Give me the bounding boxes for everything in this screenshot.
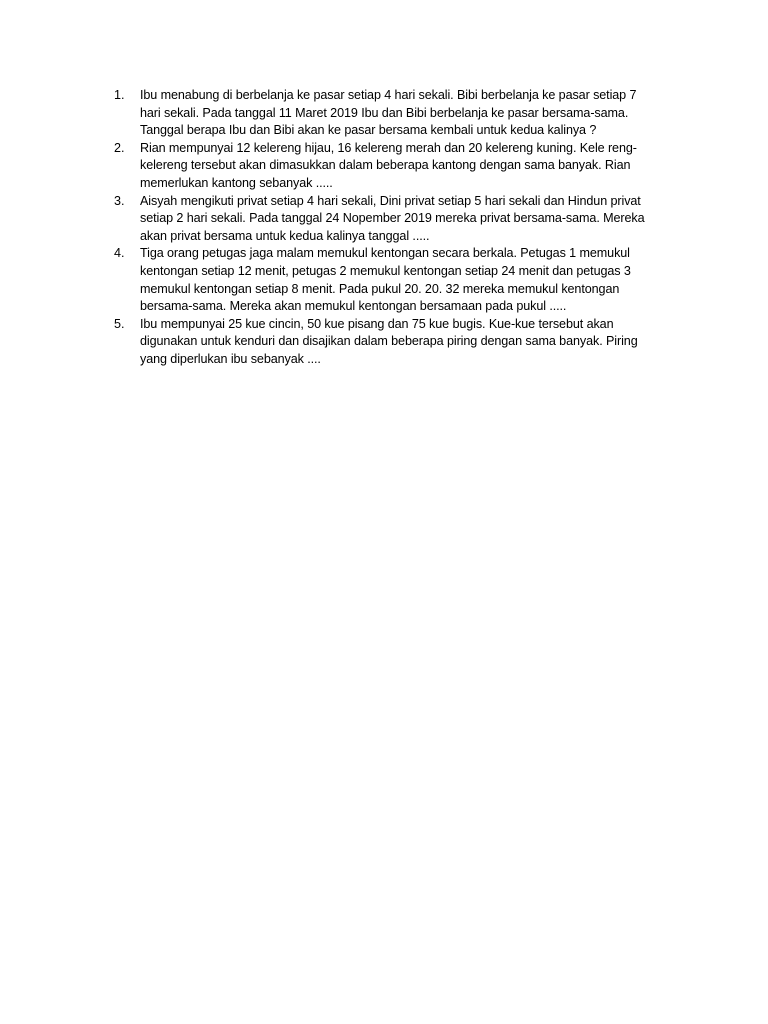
problem-text: Ibu mempunyai 25 kue cincin, 50 kue pisang dan 75 kue bugis. Kue-kue tersebut akan digunakan untuk kenduri dan disajikan dalam beberapa piring dengan sama banyak. Piring yang diperlukan ibu sebanyak .... bbox=[140, 316, 638, 366]
problem-number: 2. bbox=[114, 140, 125, 155]
problem-item-3 bbox=[114, 193, 674, 246]
problem-item-1 bbox=[114, 87, 674, 140]
problem-item-2 bbox=[114, 140, 674, 193]
problem-number: 4. bbox=[114, 246, 125, 261]
problem-text: Rian mempunyai 12 kelereng hijau, 16 kelereng merah dan 20 kelereng kuning. Kele reng- kelereng tersebut akan dimasukkan dalam beberapa kantong dengan sama banyak. Rian memerlukan kantong sebanyak ..... bbox=[140, 140, 637, 190]
problem-number: 3. bbox=[114, 193, 125, 208]
problem-text: Ibu menabung di berbelanja ke pasar setiap 4 hari sekali. Bibi berbelanja ke pasar setiap 7 hari sekali. Pada tanggal 11 Maret 2019 Ibu dan Bibi berbelanja ke pasar bersama-sama. Tanggal berapa Ibu dan Bibi akan ke pasar bersama kembali untuk kedua kalinya ? bbox=[140, 88, 637, 138]
problem-number: 1. bbox=[114, 88, 125, 102]
problem-text: Aisyah mengikuti privat setiap 4 hari sekali, Dini privat setiap 5 hari sekali dan Hindun privat setiap 2 hari sekali. Pada tanggal 24 Nopember 2019 mereka privat bersama-sama. Mereka akan privat bersama untuk kedua kalinya tanggal ..... bbox=[140, 193, 645, 243]
problem-number: 5. bbox=[114, 316, 125, 331]
problem-item-4 bbox=[114, 245, 674, 315]
problem-list bbox=[114, 87, 674, 369]
problem-text: Tiga orang petugas jaga malam memukul kentongan secara berkala. Petugas 1 memukul kentongan setiap 12 menit, petugas 2 memukul kentongan setiap 24 menit dan petugas 3 memukul kentongan setiap 8 menit. Pada pukul 20. 20. 32 mereka memukul kentongan bersama-sama. Mereka akan memukul kentongan bersamaan pada pukul ..... bbox=[140, 246, 631, 314]
problem-item-5 bbox=[114, 316, 674, 369]
